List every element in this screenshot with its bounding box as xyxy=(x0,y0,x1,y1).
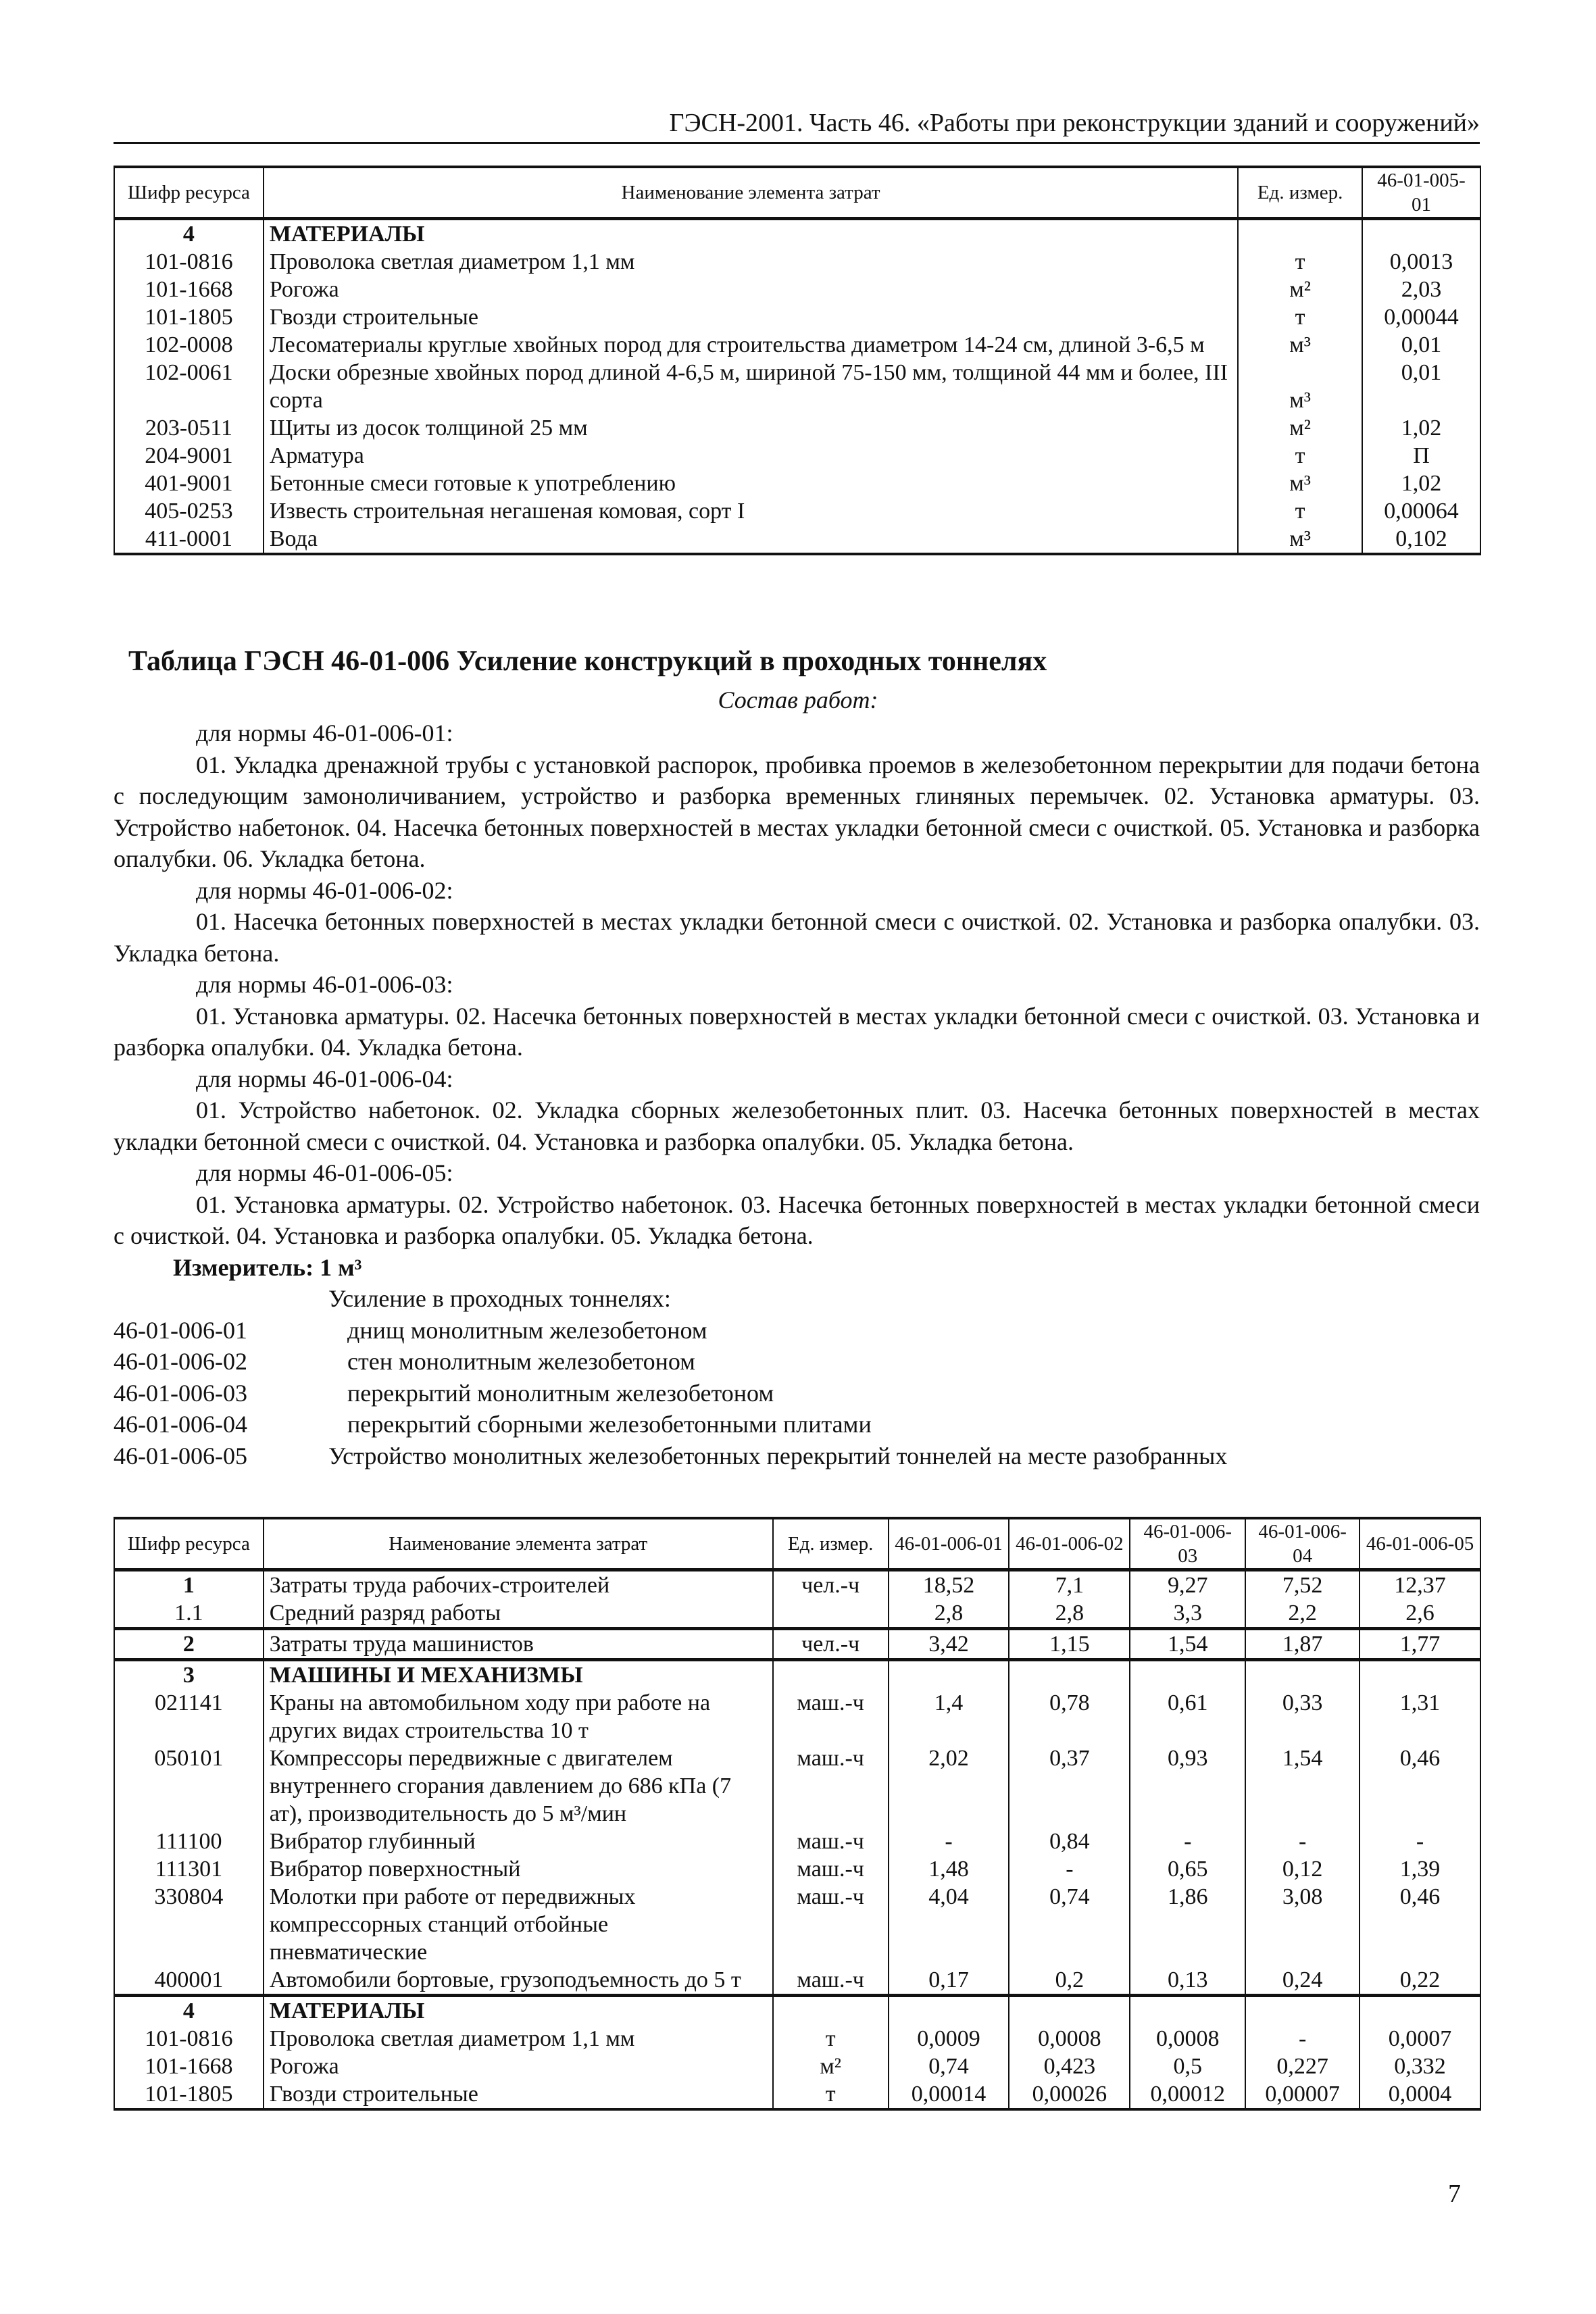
section-title: Таблица ГЭСН 46-01-006 Усиление конструкций в проходных тоннелях xyxy=(128,646,1047,677)
table-row xyxy=(114,1599,1480,1629)
norm-description: стен монолитным железобетоном xyxy=(347,1348,695,1375)
resource-code: 050101 xyxy=(114,1744,264,1828)
resource-table-46-01-006 xyxy=(114,1517,1481,2111)
norm-item xyxy=(114,1346,1480,1378)
unit: т xyxy=(1238,248,1362,276)
running-header: ГЭСН-2001. Часть 46. «Работы при реконструкции зданий и сооружений» xyxy=(114,108,1480,144)
norm-value: 0,00007 xyxy=(1245,2080,1360,2109)
measure-unit: Измеритель: 1 м³ xyxy=(173,1253,362,1281)
resource-code: 203-0511 xyxy=(114,414,264,442)
norm-value: 2,02 xyxy=(889,1744,1009,1828)
resource-code: 2 xyxy=(114,1629,264,1660)
resource-name: Краны на автомобильном ходу при работе на других видах строительства 10 т xyxy=(264,1689,773,1744)
col-header: 46-01-006-04 xyxy=(1245,1518,1360,1570)
norm-code: 46-01-006-01 xyxy=(114,1316,247,1344)
norm-value: 0,13 xyxy=(1130,1966,1245,1996)
resource-code: 4 xyxy=(114,1996,264,2026)
unit: т xyxy=(1238,442,1362,470)
norm-item xyxy=(114,1378,1480,1409)
table-row xyxy=(114,1629,1480,1660)
table-row xyxy=(114,1996,1480,2026)
norm-value xyxy=(1130,1996,1245,2026)
table-row xyxy=(114,219,1480,249)
resource-code: 101-0816 xyxy=(114,248,264,276)
norm-value: 0,46 xyxy=(1360,1744,1480,1828)
resource-code: 021141 xyxy=(114,1689,264,1744)
resource-name: Вибратор глубинный xyxy=(264,1828,773,1855)
norm-item xyxy=(114,1409,1480,1440)
norm-value xyxy=(889,1660,1009,1690)
norm-item xyxy=(114,1315,1480,1347)
norm-value: 1,02 xyxy=(1362,470,1480,497)
unit: м³ xyxy=(1238,525,1362,554)
norm-value xyxy=(1245,1660,1360,1690)
norm-description: перекрытий монолитным железобетоном xyxy=(347,1379,774,1407)
col-header: 46-01-006-03 xyxy=(1130,1518,1245,1570)
work-description: 01. Укладка дренажной трубы с установкой распорок, пробивка проемов в железобетонном перекрытии для подачи бетона с последующим замоноличиванием, устройство и разборка временных глиняных перемычек. 02. Установка арматуры. 03. Устройство набетонок. 04. Насечка бетонных поверхностей в местах укладки бетонной смеси с очисткой. 05. Установка и разборка опалубки. 06. Укладка бетона. xyxy=(114,751,1480,872)
norm-value: - xyxy=(889,1828,1009,1855)
unit: маш.-ч xyxy=(773,1883,889,1966)
table-row xyxy=(114,1855,1480,1883)
resource-name: Автомобили бортовые, грузоподъемность до 5 т xyxy=(264,1966,773,1996)
resource-name: Лесоматериалы круглые хвойных пород для строительства диаметром 14-24 см, длиной 3-6,5 м xyxy=(264,331,1238,359)
norm-value: 9,27 xyxy=(1130,1570,1245,1600)
page-number: 7 xyxy=(1448,2180,1461,2208)
norm-code: 46-01-006-04 xyxy=(114,1411,247,1438)
unit: т xyxy=(773,2025,889,2053)
norm-value: 0,00026 xyxy=(1009,2080,1130,2109)
resource-name: Щиты из досок толщиной 25 мм xyxy=(264,414,1238,442)
table-row xyxy=(114,1570,1480,1600)
norm-value: 0,46 xyxy=(1360,1883,1480,1966)
resource-name: Вибратор поверхностный xyxy=(264,1855,773,1883)
norm-value: 1,31 xyxy=(1360,1689,1480,1744)
norm-value: 2,6 xyxy=(1360,1599,1480,1629)
materials-table-46-01-005 xyxy=(114,166,1481,555)
resource-name: Вода xyxy=(264,525,1238,554)
unit: м³ xyxy=(1238,359,1362,414)
resource-name: Арматура xyxy=(264,442,1238,470)
norm-description: перекрытий сборными железобетонными плитами xyxy=(347,1411,872,1438)
norm-value: 3,08 xyxy=(1245,1883,1360,1966)
resource-code: 111301 xyxy=(114,1855,264,1883)
resource-name: Компрессоры передвижные с двигателем внутреннего сгорания давлением до 686 кПа (7 ат), производительность до 5 м³/мин xyxy=(264,1744,773,1828)
resource-name: Проволока светлая диаметром 1,1 мм xyxy=(264,248,1238,276)
norm-code: 46-01-006-02 xyxy=(114,1348,247,1375)
norm-value xyxy=(1009,1660,1130,1690)
table-row xyxy=(114,1828,1480,1855)
table-row xyxy=(114,1883,1480,1966)
resource-code: 401-9001 xyxy=(114,470,264,497)
resource-name: Доски обрезные хвойных пород длиной 4-6,5 м, шириной 75-150 мм, толщиной 44 мм и более, III сорта xyxy=(264,359,1238,414)
table-row xyxy=(114,2080,1480,2109)
resource-name: Затраты труда рабочих-строителей xyxy=(264,1570,773,1600)
col-header-name: Наименование элемента затрат xyxy=(264,167,1238,219)
norm-value: 0,17 xyxy=(889,1966,1009,1996)
resource-code: 101-1805 xyxy=(114,303,264,331)
norm-value: 0,00014 xyxy=(889,2080,1009,2109)
norm-value: 0,0009 xyxy=(889,2025,1009,2053)
norm-value: 0,0008 xyxy=(1009,2025,1130,2053)
norm-value xyxy=(1362,219,1480,249)
norm-label: для нормы 46-01-006-04: xyxy=(196,1065,453,1092)
norm-description: Устройство монолитных железобетонных перекрытий тоннелей на месте разобранных xyxy=(328,1442,1228,1469)
resource-name: Проволока светлая диаметром 1,1 мм xyxy=(264,2025,773,2053)
norm-value: 0,65 xyxy=(1130,1855,1245,1883)
col-header-unit: Ед. измер. xyxy=(1238,167,1362,219)
unit: маш.-ч xyxy=(773,1966,889,1996)
resource-code: 101-1805 xyxy=(114,2080,264,2109)
norm-value: 0,84 xyxy=(1009,1828,1130,1855)
norm-value: 1,15 xyxy=(1009,1629,1130,1660)
unit xyxy=(773,1996,889,2026)
norm-value: 0,0008 xyxy=(1130,2025,1245,2053)
norm-label: для нормы 46-01-006-02: xyxy=(196,876,453,904)
resource-name: Средний разряд работы xyxy=(264,1599,773,1629)
norm-label: для нормы 46-01-006-01: xyxy=(196,720,453,747)
unit: т xyxy=(1238,303,1362,331)
resource-code: 4 xyxy=(114,219,264,249)
table-row xyxy=(114,1689,1480,1744)
unit: м² xyxy=(1238,276,1362,303)
resource-code: 1.1 xyxy=(114,1599,264,1629)
norm-label: для нормы 46-01-006-05: xyxy=(196,1159,453,1186)
norm-value: 0,01 xyxy=(1362,331,1480,359)
resource-name: Рогожа xyxy=(264,276,1238,303)
norm-value: 0,423 xyxy=(1009,2053,1130,2080)
group-label: Усиление в проходных тоннелях: xyxy=(328,1285,671,1312)
resource-code: 1 xyxy=(114,1570,264,1600)
col-header: 46-01-006-01 xyxy=(889,1518,1009,1570)
norm-value: 0,102 xyxy=(1362,525,1480,554)
unit: маш.-ч xyxy=(773,1689,889,1744)
unit: м³ xyxy=(1238,470,1362,497)
norm-value: 1,39 xyxy=(1360,1855,1480,1883)
resource-code: 204-9001 xyxy=(114,442,264,470)
norm-value: 7,52 xyxy=(1245,1570,1360,1600)
resource-code: 3 xyxy=(114,1660,264,1690)
table-row xyxy=(114,470,1480,497)
norm-value xyxy=(1360,1660,1480,1690)
norm-value: 0,227 xyxy=(1245,2053,1360,2080)
col-header: Наименование элемента затрат xyxy=(264,1518,773,1570)
norm-value: 0,93 xyxy=(1130,1744,1245,1828)
norm-value: 7,1 xyxy=(1009,1570,1130,1600)
work-composition xyxy=(114,718,1480,1472)
resource-name: МАШИНЫ И МЕХАНИЗМЫ xyxy=(264,1660,773,1690)
norm-value: - xyxy=(1245,2025,1360,2053)
unit: маш.-ч xyxy=(773,1828,889,1855)
col-header-code: Шифр ресурса xyxy=(114,167,264,219)
unit: т xyxy=(1238,497,1362,525)
table-row xyxy=(114,2025,1480,2053)
resource-name: Гвозди строительные xyxy=(264,303,1238,331)
norm-value: 0,5 xyxy=(1130,2053,1245,2080)
col-header: 46-01-006-05 xyxy=(1360,1518,1480,1570)
norm-value: 2,8 xyxy=(889,1599,1009,1629)
norm-code: 46-01-006-05 xyxy=(114,1442,247,1469)
norm-value: 1,54 xyxy=(1245,1744,1360,1828)
table-row xyxy=(114,1660,1480,1690)
norm-value: 0,61 xyxy=(1130,1689,1245,1744)
table-row xyxy=(114,497,1480,525)
norm-value: 1,48 xyxy=(889,1855,1009,1883)
norm-value: 0,00012 xyxy=(1130,2080,1245,2109)
norm-value: 2,8 xyxy=(1009,1599,1130,1629)
work-description: 01. Установка арматуры. 02. Насечка бетонных поверхностей в местах укладки бетонной смеси с очисткой. 03. Установка и разборка опалубки. 04. Укладка бетона. xyxy=(114,1002,1480,1061)
norm-value: 0,33 xyxy=(1245,1689,1360,1744)
norm-value: 18,52 xyxy=(889,1570,1009,1600)
norm-value: 0,12 xyxy=(1245,1855,1360,1883)
resource-code: 102-0061 xyxy=(114,359,264,414)
norm-value: 0,2 xyxy=(1009,1966,1130,1996)
unit: м³ xyxy=(1238,331,1362,359)
norm-value: 3,3 xyxy=(1130,1599,1245,1629)
unit xyxy=(773,1660,889,1690)
unit: м² xyxy=(1238,414,1362,442)
resource-name: Гвозди строительные xyxy=(264,2080,773,2109)
norm-value: 1,86 xyxy=(1130,1883,1245,1966)
norm-value: 4,04 xyxy=(889,1883,1009,1966)
norm-value xyxy=(1360,1996,1480,2026)
norm-value: 1,4 xyxy=(889,1689,1009,1744)
resource-code: 101-1668 xyxy=(114,276,264,303)
norm-value: 1,87 xyxy=(1245,1629,1360,1660)
norm-item xyxy=(114,1440,1480,1472)
norm-value: 1,54 xyxy=(1130,1629,1245,1660)
unit: чел.-ч xyxy=(773,1629,889,1660)
resource-name: МАТЕРИАЛЫ xyxy=(264,1996,773,2026)
unit: маш.-ч xyxy=(773,1744,889,1828)
norm-value: 1,77 xyxy=(1360,1629,1480,1660)
table-row xyxy=(114,303,1480,331)
work-description: 01. Установка арматуры. 02. Устройство набетонок. 03. Насечка бетонных поверхностей в местах укладки бетонной смеси с очисткой. 04. Установка и разборка опалубки. 05. Укладка бетона. xyxy=(114,1190,1480,1249)
table-row xyxy=(114,276,1480,303)
work-description: 01. Насечка бетонных поверхностей в местах укладки бетонной смеси с очисткой. 02. Установка и разборка опалубки. 03. Укладка бетона. xyxy=(114,908,1480,967)
table-row xyxy=(114,1744,1480,1828)
norm-value: - xyxy=(1245,1828,1360,1855)
norm-value: 0,332 xyxy=(1360,2053,1480,2080)
norm-value: 0,74 xyxy=(1009,1883,1130,1966)
resource-code: 405-0253 xyxy=(114,497,264,525)
norm-value: 0,24 xyxy=(1245,1966,1360,1996)
norm-value: - xyxy=(1130,1828,1245,1855)
norm-value: П xyxy=(1362,442,1480,470)
col-header: Шифр ресурса xyxy=(114,1518,264,1570)
norm-value: 0,00044 xyxy=(1362,303,1480,331)
norm-value xyxy=(1009,1996,1130,2026)
norm-value xyxy=(1130,1660,1245,1690)
resource-name: МАТЕРИАЛЫ xyxy=(264,219,1238,249)
norm-value: 2,03 xyxy=(1362,276,1480,303)
resource-code: 102-0008 xyxy=(114,331,264,359)
table-row xyxy=(114,1966,1480,1996)
unit: т xyxy=(773,2080,889,2109)
norm-value: 3,42 xyxy=(889,1629,1009,1660)
norm-value: 0,22 xyxy=(1360,1966,1480,1996)
norm-description: днищ монолитным железобетоном xyxy=(347,1316,707,1344)
norm-value xyxy=(1245,1996,1360,2026)
unit xyxy=(1238,219,1362,249)
work-description: 01. Устройство набетонок. 02. Укладка сборных железобетонных плит. 03. Насечка бетонных поверхностей в местах укладки бетонной смеси с очисткой. 04. Установка и разборка опалубки. 05. Укладка бетона. xyxy=(114,1097,1480,1155)
norm-value: - xyxy=(1360,1828,1480,1855)
norm-value: 0,0013 xyxy=(1362,248,1480,276)
resource-code: 101-1668 xyxy=(114,2053,264,2080)
resource-name: Рогожа xyxy=(264,2053,773,2080)
resource-code: 411-0001 xyxy=(114,525,264,554)
norm-code: 46-01-006-03 xyxy=(114,1379,247,1407)
resource-name: Известь строительная негашеная комовая, сорт I xyxy=(264,497,1238,525)
norm-value xyxy=(889,1996,1009,2026)
norm-value: 1,02 xyxy=(1362,414,1480,442)
col-header: 46-01-006-02 xyxy=(1009,1518,1130,1570)
norm-value: 0,01 xyxy=(1362,359,1480,414)
norm-value: 0,0007 xyxy=(1360,2025,1480,2053)
resource-code: 400001 xyxy=(114,1966,264,1996)
norm-value: 0,74 xyxy=(889,2053,1009,2080)
unit: м² xyxy=(773,2053,889,2080)
norm-value: 0,00064 xyxy=(1362,497,1480,525)
unit xyxy=(773,1599,889,1629)
table-row xyxy=(114,331,1480,359)
col-header-norm: 46-01-005-01 xyxy=(1362,167,1480,219)
norm-label: для нормы 46-01-006-03: xyxy=(196,971,453,998)
norm-value: 0,0004 xyxy=(1360,2080,1480,2109)
table-row xyxy=(114,525,1480,554)
table-row xyxy=(114,248,1480,276)
unit: маш.-ч xyxy=(773,1855,889,1883)
norm-value: - xyxy=(1009,1855,1130,1883)
resource-name: Бетонные смеси готовые к употреблению xyxy=(264,470,1238,497)
norm-value: 0,37 xyxy=(1009,1744,1130,1828)
col-header: Ед. измер. xyxy=(773,1518,889,1570)
resource-code: 101-0816 xyxy=(114,2025,264,2053)
resource-code: 330804 xyxy=(114,1883,264,1966)
resource-name: Затраты труда машинистов xyxy=(264,1629,773,1660)
unit: чел.-ч xyxy=(773,1570,889,1600)
norm-value: 2,2 xyxy=(1245,1599,1360,1629)
resource-name: Молотки при работе от передвижных компрессорных станций отбойные пневматические xyxy=(264,1883,773,1966)
section-subtitle: Состав работ: xyxy=(718,686,878,713)
norm-value: 12,37 xyxy=(1360,1570,1480,1600)
table-row xyxy=(114,442,1480,470)
resource-code: 111100 xyxy=(114,1828,264,1855)
table-row xyxy=(114,2053,1480,2080)
table-row xyxy=(114,359,1480,414)
norm-value: 0,78 xyxy=(1009,1689,1130,1744)
table-row xyxy=(114,414,1480,442)
